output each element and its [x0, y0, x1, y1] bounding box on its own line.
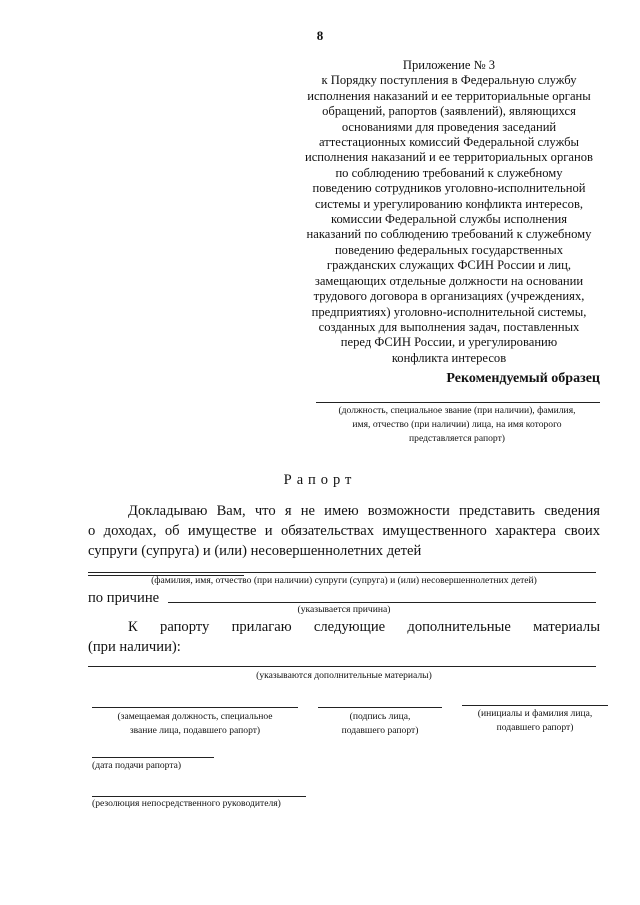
spouse-line	[88, 572, 596, 573]
appendix-line: конфликта интересов	[391, 350, 507, 365]
appendix-line: гражданских служащих ФСИН России и лиц,	[326, 258, 572, 273]
addressee-caption-line: представляется рапорт)	[409, 433, 505, 444]
appendix-line: поведению сотрудников уголовно-исполнительной	[312, 181, 586, 196]
initials-caption	[462, 707, 608, 735]
appendix-line: трудового договора в организациях (учреждениях,	[313, 289, 585, 304]
reason-caption: (указывается причина)	[297, 604, 391, 615]
position-caption-line: (замещаемая должность, специальное	[117, 711, 273, 722]
attachments-line	[88, 666, 596, 667]
attachments-word: К	[128, 619, 138, 635]
resolution-caption: (резолюция непосредственного руководителя)	[92, 798, 281, 809]
body-line-3-text: супруги (супруга) и (или) несовершеннолетних детей	[88, 543, 422, 559]
appendix-lines	[298, 73, 600, 366]
position-caption	[92, 710, 298, 738]
appendix-line: комиссии Федеральной службы исполнения	[330, 212, 567, 227]
signature-caption-line: (подпись лица,	[349, 711, 411, 722]
attachments-line-2: (при наличии):	[88, 639, 181, 655]
appendix-line: к Порядку поступления в Федеральную службу	[321, 73, 577, 88]
initials-caption-line: (инициалы и фамилия лица,	[477, 708, 593, 719]
addressee-caption	[312, 404, 602, 446]
position-line	[92, 707, 298, 708]
appendix-line: исполнения наказаний и ее территориальные органы	[307, 88, 591, 103]
appendix-line: по соблюдению требований к служебному	[335, 165, 563, 180]
appendix-line: системы и урегулированию конфликта интересов,	[314, 196, 584, 211]
initials-caption-line: подавшего рапорт)	[496, 722, 574, 733]
recommended-sample-label: Рекомендуемый образец	[446, 371, 600, 386]
appendix-line: наказаний по соблюдению требований к служебному	[306, 227, 592, 242]
document-title: Рапорт	[283, 472, 357, 488]
appendix-line: предприятиях) уголовно-исполнительной системы,	[311, 304, 587, 319]
signature-caption	[318, 710, 442, 738]
attachments-caption: (указываются дополнительные материалы)	[256, 670, 432, 681]
attachments-line-1	[88, 617, 600, 637]
appendix-line: обращений, рапортов (заявлений), являющихся	[322, 104, 576, 119]
appendix-line: основаниями для проведения заседаний	[341, 119, 557, 134]
initials-line	[462, 705, 608, 706]
spouse-caption: (фамилия, имя, отчество (при наличии) супруги (супруга) и (или) несовершеннолетних детей)	[151, 575, 537, 586]
appendix-line: перед ФСИН России, и урегулированию	[340, 335, 558, 350]
report-body	[88, 501, 600, 576]
appendix-block	[298, 58, 600, 366]
position-caption-line: звание лица, подавшего рапорт)	[129, 725, 261, 736]
date-caption: (дата подачи рапорта)	[92, 760, 182, 771]
body-line-3	[88, 541, 600, 576]
appendix-line: замещающих отдельные должности на основании	[314, 273, 584, 288]
appendix-title: Приложение № 3	[402, 58, 496, 72]
attachments-word: материалы	[533, 619, 600, 635]
body-line-2: о доходах, об имуществе и обязательствах имущественного характера своих	[88, 523, 600, 539]
appendix-line: аттестационных комиссий Федеральной службы	[319, 135, 579, 150]
addressee-caption-line: имя, отчество (при наличии) лица, на имя которого	[352, 419, 562, 430]
attachments-word: прилагаю	[231, 619, 292, 635]
reason-label: по причине	[88, 590, 160, 606]
attachments-word: дополнительные	[407, 619, 511, 635]
body-line-1: Докладываю Вам, что я не имею возможности представить сведения	[128, 503, 600, 519]
date-line	[92, 757, 214, 758]
appendix-line: поведению федеральных государственных	[334, 242, 564, 257]
appendix-line: исполнения наказаний и ее территориальных органов	[304, 150, 594, 165]
attachments-word: следующие	[313, 619, 386, 635]
appendix-line: созданных для выполнения задач, поставленных	[318, 319, 580, 334]
addressee-caption-line: (должность, специальное звание (при наличии), фамилия,	[338, 405, 576, 416]
signature-caption-line: подавшего рапорт)	[341, 725, 419, 736]
signature-line	[318, 707, 442, 708]
resolution-line	[92, 796, 306, 797]
attachments-word: рапорту	[160, 619, 210, 635]
page-number: 8	[316, 28, 324, 43]
attachments-paragraph	[88, 617, 600, 657]
addressee-line	[316, 402, 600, 403]
